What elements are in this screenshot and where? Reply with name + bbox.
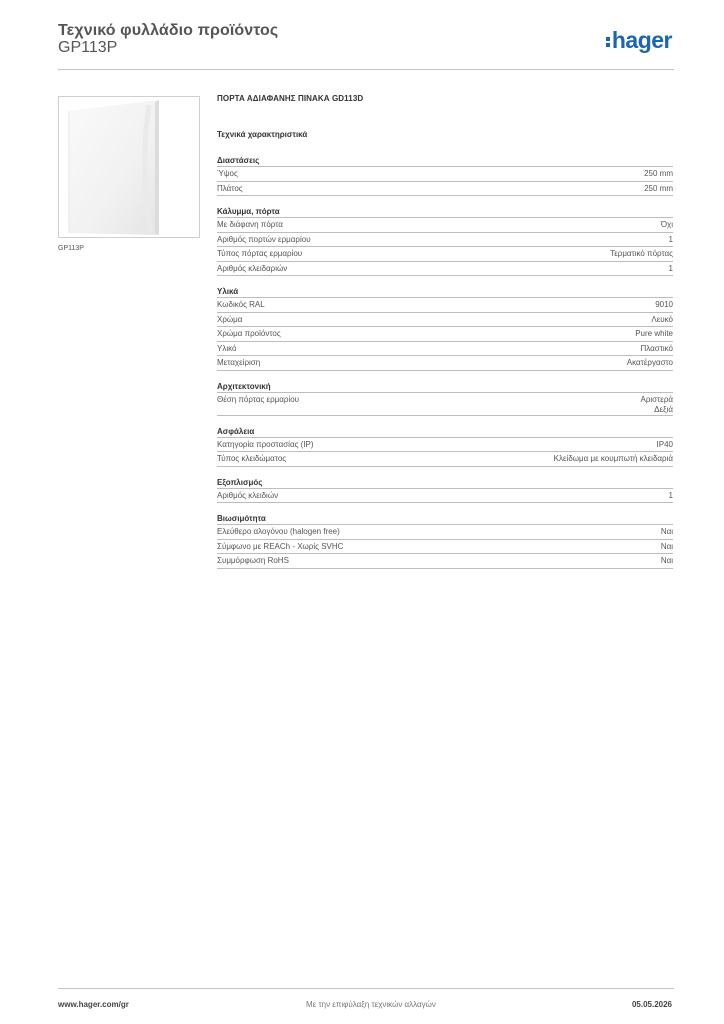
spec-value	[640, 344, 673, 354]
spec-value-line: 250 mm	[644, 183, 673, 193]
spec-value	[661, 556, 673, 566]
spec-row	[217, 489, 673, 504]
spec-label: Ύψος	[217, 169, 238, 178]
spec-value-line: Pure white	[635, 329, 673, 338]
spec-label: Θέση πόρτας ερμαρίου	[217, 394, 300, 404]
footer-url: www.hager.com/gr	[58, 1000, 129, 1009]
spec-sections	[217, 154, 673, 569]
spec-section	[217, 425, 673, 467]
spec-value	[644, 169, 673, 179]
spec-value-line: 250 mm	[644, 169, 673, 178]
spec-value	[669, 491, 673, 501]
spec-value	[640, 395, 673, 415]
spec-label: Ελεύθερο αλογόνου (halogen free)	[217, 527, 340, 536]
spec-value	[554, 454, 673, 464]
spec-value	[661, 527, 673, 537]
spec-value	[661, 220, 673, 230]
section-title: Βιωσιμότητα	[217, 512, 673, 525]
spec-row	[217, 182, 673, 197]
spec-label: Σύμφωνο με REACh - Χωρίς SVHC	[217, 541, 344, 551]
spec-value-line: Αριστερά	[640, 394, 673, 404]
document-title: Τεχνικό φυλλάδιο προϊόντος	[58, 22, 279, 39]
logo-dots-icon	[606, 37, 610, 47]
product-image	[58, 96, 200, 238]
spec-value-line: IP40	[656, 439, 673, 449]
page-header	[58, 22, 674, 70]
page-footer	[58, 988, 674, 1018]
spec-section	[217, 380, 673, 416]
spec-value-line: 9010	[655, 300, 673, 309]
section-title: Υλικά	[217, 285, 673, 298]
image-caption: GP113P	[58, 245, 84, 252]
spec-row	[217, 167, 673, 182]
spec-label: Μεταχείριση	[217, 358, 261, 367]
spec-label: Χρώμα προϊόντος	[217, 329, 281, 338]
spec-label: Τύπος πόρτας ερμαρίου	[217, 249, 303, 258]
spec-row	[217, 298, 673, 313]
spec-section	[217, 154, 673, 196]
section-title: Κάλυμμα, πόρτα	[217, 205, 673, 218]
section-title: Ασφάλεια	[217, 425, 673, 438]
door-panel-illustration	[59, 97, 200, 238]
spec-row	[217, 218, 673, 233]
spec-row	[217, 452, 673, 467]
spec-value-line: Ναι	[660, 527, 673, 536]
spec-label: Με διάφανη πόρτα	[217, 220, 283, 229]
spec-row	[217, 525, 673, 540]
spec-row	[217, 438, 673, 453]
spec-row	[217, 247, 673, 262]
spec-value-line: Ναι	[660, 541, 673, 551]
spec-value	[644, 184, 673, 194]
spec-value-line: Κλείδωμα με κουμπωτή κλειδαριά	[553, 454, 673, 463]
hager-logo	[606, 27, 672, 53]
spec-value	[651, 315, 673, 325]
spec-label: Κατηγορία προστασίας (IP)	[217, 439, 314, 449]
spec-label: Αριθμός κλειδιών	[217, 490, 279, 500]
spec-row	[217, 342, 673, 357]
spec-value	[669, 235, 673, 245]
spec-section	[217, 205, 673, 276]
spec-value-line: Πλαστικό	[640, 343, 673, 353]
section-title: Διαστάσεις	[217, 154, 673, 167]
spec-section	[217, 512, 673, 569]
spec-value	[669, 264, 673, 274]
spec-value-line: 1	[668, 263, 673, 273]
spec-row	[217, 233, 673, 248]
spec-label: Υλικό	[217, 343, 237, 353]
spec-value	[635, 329, 673, 339]
spec-value	[627, 358, 673, 368]
spec-value	[657, 440, 673, 450]
product-code: GP113P	[58, 39, 118, 56]
spec-value-line: Όχι	[660, 220, 673, 229]
spec-row	[217, 262, 673, 277]
specs-panel	[217, 92, 673, 569]
spec-value	[610, 249, 673, 259]
spec-value-line: Ακατέργαστο	[626, 358, 673, 367]
spec-section	[217, 285, 673, 371]
spec-section	[217, 476, 673, 504]
spec-value	[655, 300, 673, 310]
spec-label: Αριθμός κλειδαριών	[217, 263, 288, 273]
footer-date: 05.05.2026	[631, 1000, 672, 1009]
spec-value-line: 1	[668, 490, 673, 500]
spec-label: Αριθμός πορτών ερμαρίου	[217, 234, 311, 244]
section-title: Εξοπλισμός	[217, 476, 673, 489]
spec-value-line: 1	[668, 234, 673, 244]
spec-row	[217, 540, 673, 555]
spec-row	[217, 554, 673, 569]
spec-label: Κωδικός RAL	[217, 300, 265, 309]
section-title: Αρχιτεκτονική	[217, 380, 673, 393]
tech-characteristics-heading: Τεχνικά χαρακτηριστικά	[217, 130, 308, 139]
spec-row	[217, 327, 673, 342]
logo-text: hager	[611, 26, 672, 53]
spec-label: Τύπος κλειδώματος	[217, 454, 287, 463]
spec-label: Πλάτος	[217, 183, 243, 193]
spec-label: Συμμόρφωση RoHS	[217, 556, 289, 565]
spec-value-line: Ναι	[660, 556, 673, 565]
spec-row	[217, 313, 673, 328]
spec-row	[217, 356, 673, 371]
spec-value-line: Δεξιά	[654, 404, 673, 414]
spec-value	[661, 542, 673, 552]
spec-value-line: Λευκό	[651, 314, 673, 324]
spec-row	[217, 393, 673, 416]
spec-label: Χρώμα	[217, 314, 243, 324]
spec-value-line: Τερματικό πόρτας	[610, 249, 673, 258]
footer-note: Με την επιφύλαξη τεχνικών αλλαγών	[306, 1000, 436, 1009]
product-name: ΠΟΡΤΑ ΑΔΙΑΦΑΝΗΣ ΠΙΝΑΚΑ GD113D	[217, 94, 364, 103]
